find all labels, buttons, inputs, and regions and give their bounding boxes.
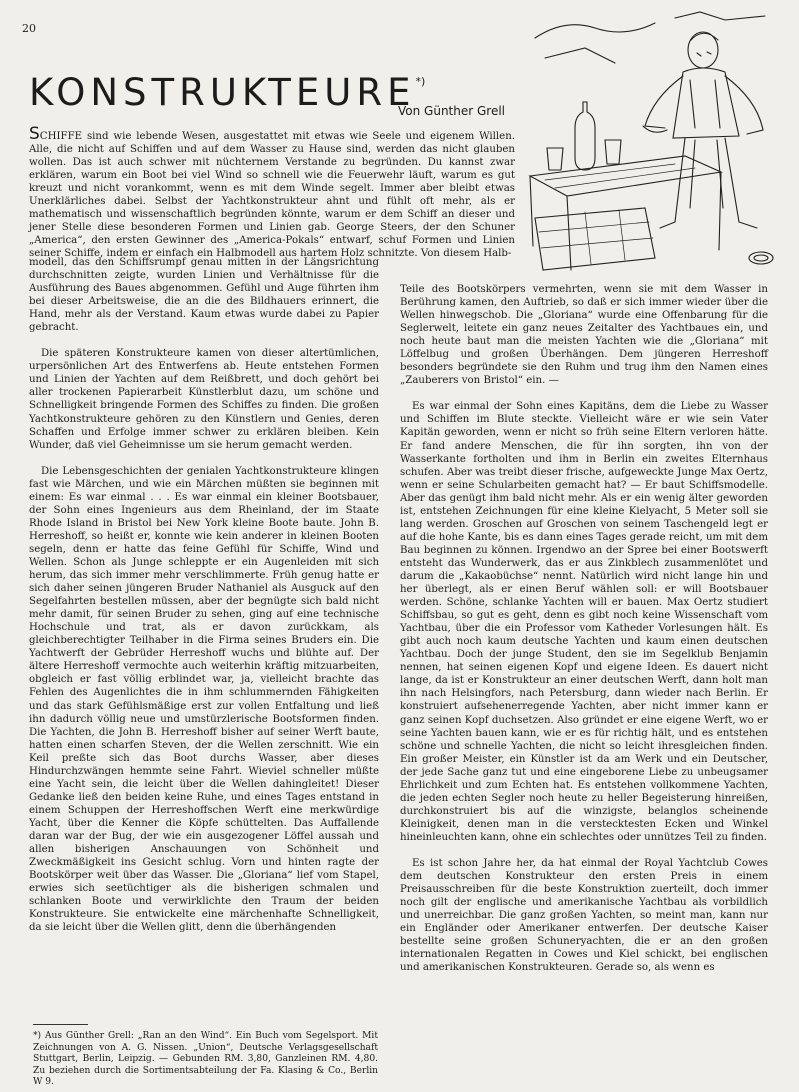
footnote-marker: *)	[415, 75, 426, 88]
left-column	[29, 256, 379, 947]
footnote-rule	[33, 1024, 88, 1025]
paragraph: Die späteren Konstrukteure kamen von dieser altertümlichen, urpersönlichen Art des Entwerfens ab. Heute entstehen Formen und Linien der Yachten auf dem Reißbrett, und doch gehört bei aller trockenen Papierarbeit Künstlerblut dazu, um schöne und Schnelligkeit bringende Formen des Schiffes zu finden. Die großen Yachtkonstrukteure gehören zu den Künstlern und Genies, deren Schaffen und Erfolge immer schwer zu erklären bleiben. Kein Wunder, daß viel Geheimnisse um sie herum gemacht werden.	[29, 348, 379, 451]
author-byline: Von Günther Grell	[398, 104, 506, 118]
page-number: 20	[22, 22, 36, 35]
drop-cap: S	[29, 124, 40, 144]
footnote: *) Aus Günther Grell: „Ran an den Wind“. Ein Buch vom Segelsport. Mit Zeichnungen von A. G. Nissen. „Union“, Deutsche Verlagsgesellschaft Stuttgart, Berlin, Leipzig. — Gebunden RM. 3,80, Ganzleinen RM. 4,80. Zu beziehen durch die Sortimentsabteilung der Fa. Klasing & Co., Berlin W 9.	[33, 1031, 378, 1088]
paragraph: Die Lebensgeschichten der genialen Yachtkonstrukteure klingen fast wie Märchen, und wie ein Märchen müßten sie beginnen mit einem: Es war einmal . . . Es war einmal ein kleiner Bootsbauer, der Sohn eines Ingenieurs aus dem Rheinland, der im Staate Rhode Island in Bristol bei New York kleine Boote baute. John B. Herreshoff, so heißt er, konnte wie kein anderer in kleinen Booten segeln, denn er hatte das feine Gefühl für Schiffe, Wind und Wellen. Schon als Junge schleppte er ein Augenleiden mit sich herum, das sich immer mehr verschlimmerte. Früh genug hatte er sich daher seinen jüngeren Bruder Nathaniel als Ausguck auf den Segelfahrten bestellen müssen, aber der begnügte sich bald nicht mehr damit, für seinen Bruder zu sehen, ging auf eine technische Hochschule und trat, als er davon zurückkam, als gleichberechtigter Teilhaber in die Firma seines Bruders ein. Die Yachtwerft der Gebrüder Herreshoff wuchs und blühte auf. Der ältere Herreshoff vermochte auch weiterhin kräftig mitzuarbeiten, obgleich er fast völlig erblindet war, ja, vielleicht brachte das Fehlen des Augenlichtes die in ihm schlummernden Fähigkeiten und das stark Gefühlsmäßige erst zur vollen Entfaltung und ließ ihn dadurch völlig neue und umstürzlerische Bootsformen finden. Die Yachten, die John B. Herreshoff bisher auf seiner Werft baute, hatten einen scharfen Steven, der die Wellen zerschnitt. Wie ein Keil preßte sich das Boot durchs Wasser, aber dieses Hindurchzwängen hemmte seine Fahrt. Wieviel schneller müßte eine Yacht sein, die leicht über die Wellen dahingleitet! Dieser Gedanke ließ den beiden keine Ruhe, und eines Tages entstand in einem Schuppen der Herreshoffschen Werft eine merkwürdige Yacht, über die Kenner die Köpfe schüttelten. Das Auffallende daran war der Bug, der wie ein ausgezogener Löffel aussah und allen bisherigen Anschauungen von Schönheit und Zweckmäßigkeit ins Gesicht schlug. Vorn und hinten ragte der Bootskörper weit über das Wasser. Die „Gloriana“ lief vom Stapel, erwies sich seetüchtiger als die bisherigen schmalen und schlanken Boote und verwirklichte den Traum der beiden Konstrukteure. Sie entwickelte eine märchenhafte Schnelligkeit, da sie leicht über die Wellen glitt, denn die überhängenden	[29, 465, 379, 934]
paragraph: modell, das den Schiffsrumpf genau mitten in der Längsrichtung durchschnitten zeigte, wurden Linien und Verhältnisse für die Ausführung des Baues abgenommen. Gefühl und Auge führten ihm bei dieser Arbeitsweise, die an die des Bildhauers erinnert, die Hand, mehr als der Verstand. Kaum etwas wurde dabei zu Papier gebracht.	[29, 257, 379, 334]
paragraph: Teile des Bootskörpers vermehrten, wenn sie mit dem Wasser in Berührung kamen, den Auftrieb, so daß er sich immer wieder über die Wellen hinwegschob. Die „Gloriana“ wurde eine Offenbarung für die Seglerwelt, leitete ein ganz neues Zeitalter des Yachtbaues ein, und noch heute baut man die meisten Yachten wie die „Gloriana“ mit Löffelbug und großen Überhängen. Dem jüngeren Herreshoff besonders begründete sie den Ruhm und trug ihm den Namen eines „Zauberers von Bristol“ ein. —	[400, 284, 768, 387]
sailor-illustration	[525, 8, 775, 278]
right-column	[400, 283, 768, 987]
intro-paragraph	[29, 126, 515, 260]
intro-text: CHIFFE sind wie lebende Wesen, ausgestattet mit etwas wie Seele und eigenem Willen. Alle, die nicht auf Schiffen und auf dem Wasser zu Hause sind, werden das nicht glauben wollen. Das ist auch schwer mit nüchternem Verstande zu begründen. Du kannst zwar erklären, warum ein Boot bei viel Wind so schnell wie die Feuerwehr läuft, warum es gut kreuzt und nicht vorankommt, wenn es mit dem Winde segelt. Immer aber bleibt etwas Unerklärliches dabei. Selbst der Yachtkonstrukteur ahnt und fühlt oft mehr, als er mathematisch und wissenschaftlich begründen könnte, warum er dem Schiff an dieser und jener Stelle diese besonderen Formen und Linien gab. George Steers, der den Schuner „America“, den ersten Gewinner des „America-Pokals“ entwarf, schuf Formen und Linien seiner Schiffe, indem er einfach ein Halbmodell aus hartem Holz schnitzte. Von diesem Halb-	[29, 131, 515, 260]
paragraph: Es ist schon Jahre her, da hat einmal der Royal Yachtclub Cowes dem deutschen Konstrukteur den ersten Preis in einem Preisausschreiben für die beste Konstruktion zuerteilt, doch immer noch gilt der englische und amerikanische Yachtbau als vorbildlich und unerreichbar. Die ganz großen Yachten, so meint man, kann nur ein Engländer oder Amerikaner entwerfen. Der deutsche Kaiser bestellte seine großen Schuneryachten, die er an den großen internationalen Regatten in Cowes und Kiel schickt, bei englischen und amerikanischen Konstrukteuren. Gerade so, als wenn es	[400, 857, 768, 974]
title-text: KONSTRUKTEURE	[29, 71, 416, 114]
article-title	[29, 71, 426, 114]
paragraph: Es war einmal der Sohn eines Kapitäns, dem die Liebe zu Wasser und Schiffen im Blute steckte. Vielleicht wäre er wie sein Vater Kapitän geworden, wenn er nicht so früh seine Eltern verloren hätte. Er fand andere Menschen, die für ihn sorgten, ihn von der Wasserkante fortholten und ihm in Berlin ein zweites Elternhaus schufen. Aber was treibt dieser frische, aufgeweckte Junge Max Oertz, wenn er seine Schularbeiten gemacht hat? — Er baut Schiffsmodelle. Aber das genügt ihm bald nicht mehr. Als er ein wenig älter geworden ist, entstehen Zeichnungen für eine kleine Kielyacht, 5 Meter soll sie lang werden. Groschen auf Groschen von seinem Taschengeld legt er auf die hohe Kante, bis es dann eines Tages gerade reicht, um mit dem Bau beginnen zu können. Irgendwo an der Spree bei einer Bootswerft entsteht das Wunderwerk, das er aus Zinkblech zusammenlötet und darum die „Kakaobüchse“ nennt. Natürlich wird nicht lange hin und her überlegt, als er einen Beruf wählen soll: er will Bootsbauer werden. Schöne, schlanke Yachten will er bauen. Max Oertz studiert Schiffsbau, so gut es geht, denn es gibt noch keine Wissenschaft vom Yachtbau, über die ein Professor vom Katheder Vorlesungen hält. Es gibt auch noch kaum deutsche Yachten und kaum einen deutschen Yachtbau. Doch der junge Student, den sie im Segelklub Benjamin nennen, hat seinen eigenen Kopf und eigene Ideen. Es dauert nicht lange, da ist er Konstrukteur an einer deutschen Werft, dann holt man ihn nach Helsingfors, nach Petersburg, dann wieder nach Berlin. Er konstruiert aufsehenerregende Yachten, aber nicht immer kann er ganz seinen Kopf duchsetzen. Also gründet er eine eigene Werft, wo er seine Yachten bauen kann, wie er es für richtig hält, und es entstehen schöne und schnelle Yachten, die nicht so leicht ihresgleichen finden. Ein großer Meister, ein Künstler ist da am Werk und ein Deutscher, der jede Sache ganz tut und eine eingeborene Liebe zu unbeugsamer Ehrlichkeit und zum Echten hat. Es entstehen vollkommene Yachten, die jeden echten Segler noch heute zu heller Begeisterung hinreißen, durchkonstruiert bis auf die winzigste, belanglos scheinende Kleinigkeit, denen man in die verstecktesten Ecken und Winkel hineinleuchten kann, ohne ein schlechtes oder unnützes Teil zu finden.	[400, 401, 768, 843]
